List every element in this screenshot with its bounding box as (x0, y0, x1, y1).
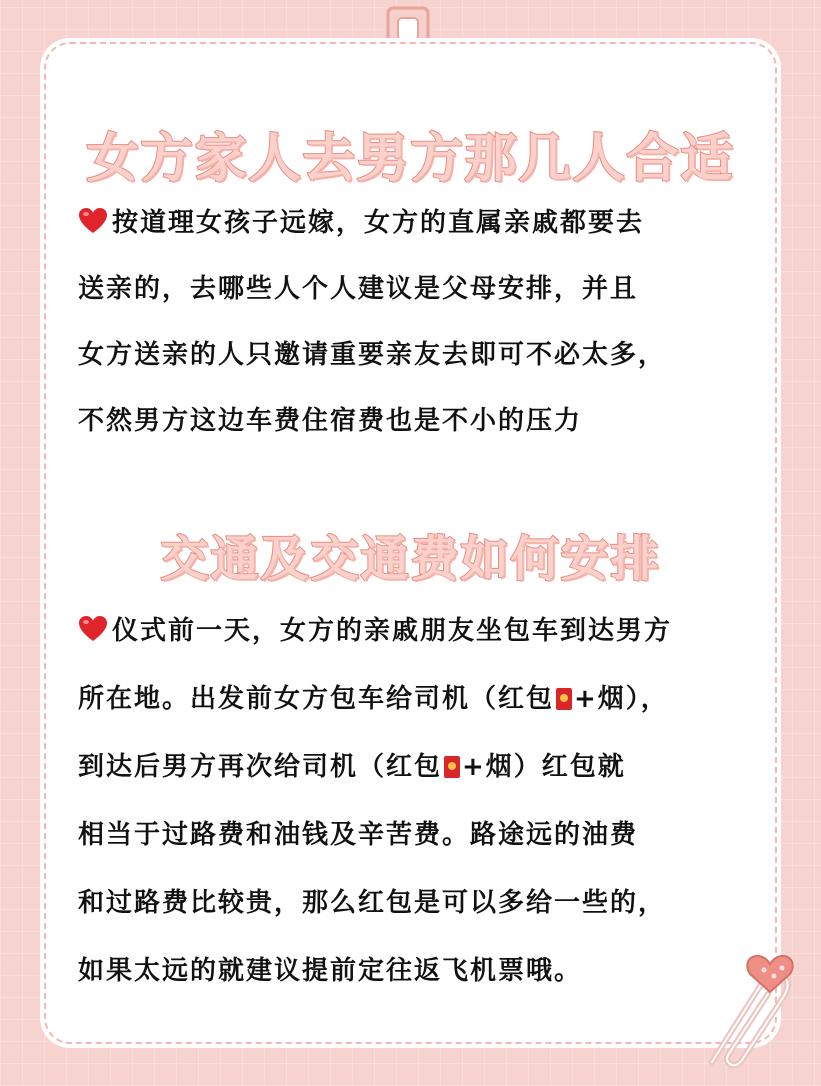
text-line-content: 按道理女孩子远嫁，女方的直属亲戚都要去 (112, 208, 645, 238)
text-line-content: 所在地。出发前女方包车给司机（红包 (78, 684, 555, 714)
text-line (78, 665, 768, 733)
text-line: 和过路费比较贵，那么红包是可以多给一些的， (78, 888, 667, 918)
section-title-family-count: 女方家人去男方那几人合适 (86, 129, 735, 189)
text-line: 送亲的，去哪些人个人建议是父母安排，并且 (78, 274, 639, 304)
paragraph-family-count (78, 190, 768, 454)
text-line (78, 597, 768, 665)
text-line-content: +烟）红包就 (462, 752, 626, 782)
text-line-content: 仪式前一天，女方的亲戚朋友坐包车到达男方 (112, 616, 673, 646)
text-line: 相当于过路费和油钱及辛苦费。路途远的油费 (78, 820, 639, 850)
text-line-content: 到达后男方再次给司机（红包 (78, 752, 443, 782)
text-line-content: +烟）， (574, 684, 669, 714)
text-line: 如果太远的就建议提前定往返飞机票哦。 (78, 956, 583, 986)
text-line (78, 190, 768, 256)
red-heart-icon (78, 207, 108, 235)
text-line: 女方送亲的人只邀请重要亲友去即可不必太多， (78, 340, 667, 370)
text-line (78, 733, 768, 801)
red-envelope-icon (556, 688, 572, 710)
paragraph-transportation (78, 597, 768, 1005)
section-title-transportation: 交通及交通费如何安排 (160, 531, 661, 587)
text-line: 不然男方这边车费住宿费也是不小的压力 (78, 406, 583, 436)
red-heart-icon (78, 615, 108, 643)
red-envelope-icon (444, 756, 460, 778)
